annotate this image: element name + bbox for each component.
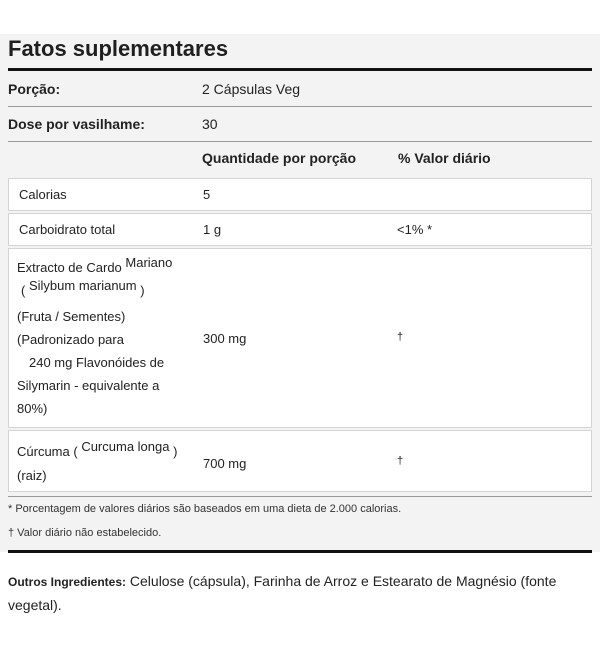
nutrient-row-calories — [8, 178, 592, 211]
latin-open-paren: ( — [21, 283, 26, 298]
ingredient-name-prefix: Cúrcuma ( — [17, 444, 78, 459]
ingredient-name — [17, 256, 172, 279]
ingredient-row-turmeric — [8, 430, 592, 492]
nutrient-daily-value: <1% * — [397, 222, 433, 237]
ingredient-row-milk-thistle — [8, 248, 592, 428]
other-ingredients-label: Outros Ingredientes: — [8, 575, 127, 589]
ingredient-latin-name — [21, 279, 145, 302]
nutrient-row-carbs — [8, 213, 592, 246]
ingredient-detail: 80%) — [17, 401, 48, 416]
other-ingredients-text: Celulose (cápsula), Farinha de Arroz e Estearato de Magnésio (fonte vegetal). — [8, 573, 557, 613]
ingredient-amount: 700 mg — [203, 456, 247, 471]
dagger-symbol: † — [397, 331, 404, 343]
ingredient-amount: 300 mg — [203, 331, 247, 346]
nutrient-amount: 1 g — [203, 222, 222, 237]
ingredient-name-prefix: Extracto de Cardo — [17, 260, 122, 275]
latin-close-paren: ) — [140, 283, 145, 298]
dagger-symbol: † — [397, 455, 404, 467]
ingredient-name — [17, 440, 177, 463]
panel-title: Fatos suplementares — [8, 36, 229, 61]
divider — [8, 496, 592, 497]
dagger-footnote: † Valor diário não estabelecido. — [8, 527, 162, 539]
ingredient-detail: 240 mg Flavonóides de — [29, 355, 165, 370]
divider — [8, 141, 592, 142]
title-divider — [8, 68, 592, 71]
panel-bottom-divider — [8, 550, 592, 553]
latin-close-paren: ) — [173, 444, 178, 459]
servings-per-container-value: 30 — [202, 116, 218, 132]
other-ingredients — [8, 570, 592, 617]
servings-per-container-label: Dose por vasilhame: — [8, 116, 145, 132]
ingredient-name-raised: Mariano — [125, 255, 173, 270]
nutrient-amount: 5 — [203, 187, 211, 202]
ingredient-part: (raiz) — [17, 468, 47, 483]
serving-size-value: 2 Cápsulas Veg — [202, 81, 301, 97]
daily-value-footnote: * Porcentagem de valores diários são baseados em uma dieta de 2.000 calorias. — [8, 503, 402, 515]
daily-value-column-header: % Valor diário — [398, 150, 491, 166]
ingredient-detail: (Padronizado para — [17, 332, 124, 347]
serving-size-label: Porção: — [8, 81, 61, 97]
divider — [8, 106, 592, 107]
latin-name: Curcuma longa — [81, 439, 170, 454]
latin-name: Silybum marianum — [28, 278, 137, 293]
amount-column-header: Quantidade por porção — [202, 150, 357, 166]
ingredient-detail: Silymarin - equivalente a — [17, 378, 160, 393]
nutrient-name: Calorias — [19, 187, 67, 202]
ingredient-part: (Fruta / Sementes) — [17, 309, 126, 324]
nutrient-name: Carboidrato total — [19, 222, 116, 237]
